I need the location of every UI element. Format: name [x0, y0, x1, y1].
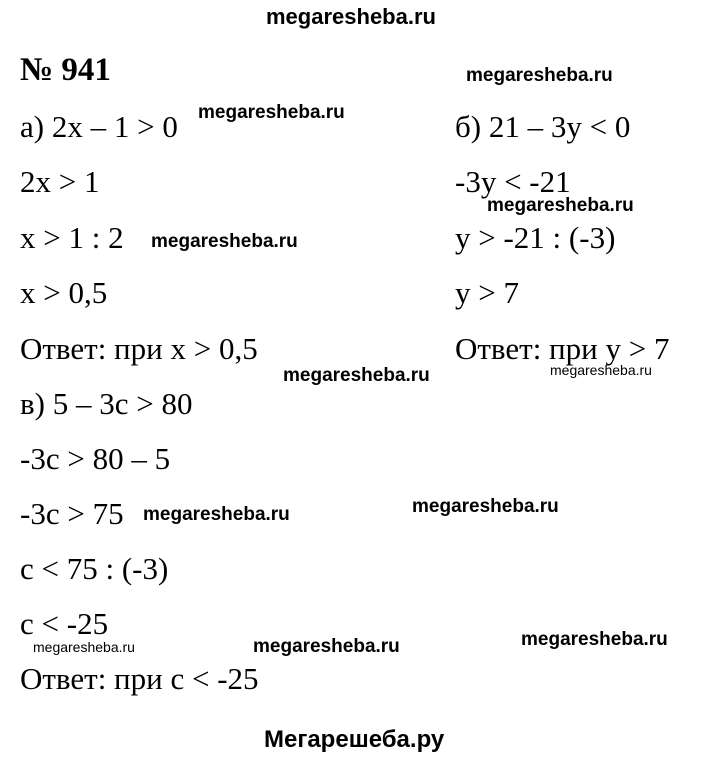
- part-b-line-2: -3y < -21: [455, 164, 571, 199]
- part-v-line-4: c < 75 : (-3): [20, 551, 169, 586]
- part-a-line-4: x > 0,5: [20, 275, 108, 310]
- part-a-line-1: а) 2x – 1 > 0: [20, 109, 178, 144]
- part-b-line-4: y > 7: [455, 275, 519, 310]
- watermark: megaresheba.ru: [487, 195, 634, 216]
- part-v-line-2: -3c > 80 – 5: [20, 441, 171, 476]
- part-v-line-1: в) 5 – 3c > 80: [20, 386, 193, 421]
- watermark: megaresheba.ru: [151, 231, 298, 252]
- watermark: megaresheba.ru: [521, 629, 668, 650]
- part-a-answer: Ответ: при x > 0,5: [20, 331, 258, 366]
- part-v-line-5: c < -25: [20, 606, 109, 641]
- part-b-answer: Ответ: при y > 7: [455, 331, 670, 366]
- part-a-line-3: x > 1 : 2: [20, 220, 124, 255]
- footer-site-watermark: Мегарешеба.ру: [264, 726, 445, 753]
- watermark: megaresheba.ru: [412, 496, 559, 517]
- header-site-watermark: megaresheba.ru: [266, 4, 436, 29]
- problem-number: № 941: [20, 52, 111, 88]
- part-b-line-3: y > -21 : (-3): [455, 220, 616, 255]
- watermark: megaresheba.ru: [253, 636, 400, 657]
- watermark: megaresheba.ru: [143, 504, 290, 525]
- watermark: megaresheba.ru: [550, 362, 652, 378]
- part-a-line-2: 2x > 1: [20, 164, 100, 199]
- part-v-answer: Ответ: при c < -25: [20, 661, 259, 696]
- watermark: megaresheba.ru: [466, 65, 613, 86]
- part-v-line-3: -3c > 75: [20, 496, 124, 531]
- watermark: megaresheba.ru: [283, 365, 430, 386]
- part-b-line-1: б) 21 – 3y < 0: [455, 109, 631, 144]
- watermark: megaresheba.ru: [33, 639, 135, 655]
- watermark: megaresheba.ru: [198, 102, 345, 123]
